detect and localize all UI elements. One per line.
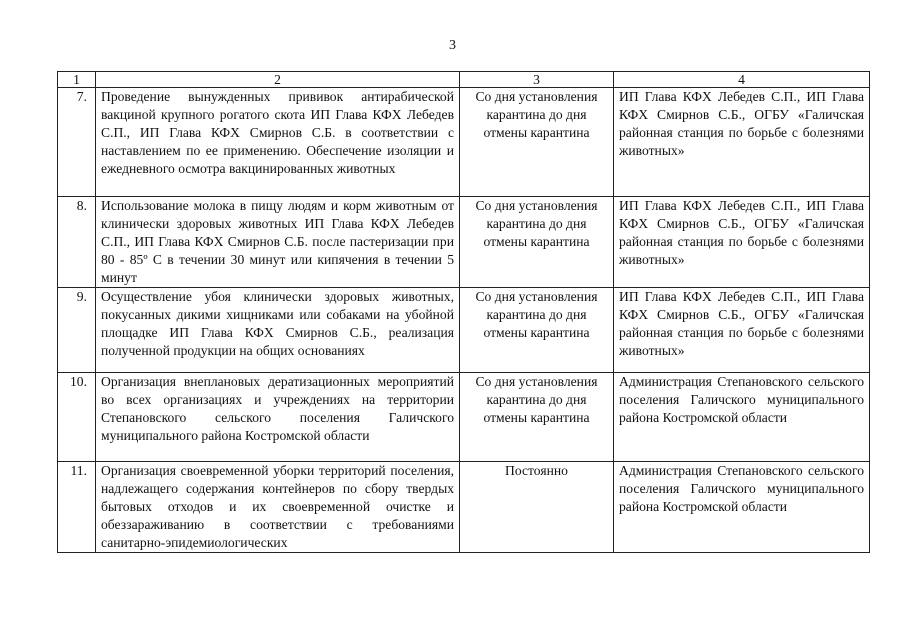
row-term: Со дня установления карантина до дня отмены карантина xyxy=(460,197,614,288)
table-row xyxy=(58,373,870,462)
row-responsible: ИП Глава КФХ Лебедев С.П., ИП Глава КФХ Смирнов С.Б., ОГБУ «Галичская районная станция по борьбе с болезнями животных» xyxy=(614,288,870,373)
header-col-4: 4 xyxy=(614,72,870,88)
row-action: Осуществление убоя клинически здоровых животных, покусанных дикими хищниками или собаками на убойной площадке ИП Глава КФХ Смирнов С.Б., реализация полученной продукции на общих основаниях xyxy=(96,288,460,373)
row-number: 8. xyxy=(58,197,96,288)
header-col-3: 3 xyxy=(460,72,614,88)
row-number: 7. xyxy=(58,88,96,197)
header-col-1: 1 xyxy=(58,72,96,88)
row-term: Постоянно xyxy=(460,462,614,553)
row-action: Использование молока в пищу людям и корм животным от клинически здоровых животных ИП Глава КФХ Лебедев С.П., ИП Глава КФХ Смирнов С.Б. после пастеризации при 80 - 85º С в течении 30 минут или кипячения в течении 5 минут xyxy=(96,197,460,288)
row-number: 9. xyxy=(58,288,96,373)
table-row xyxy=(58,88,870,197)
row-action: Организация внеплановых дератизационных мероприятий во всех организациях и учреждениях на территории Степановского сельского поселения Галичского муниципального района Костромской области xyxy=(96,373,460,462)
table-row xyxy=(58,288,870,373)
row-action: Организация своевременной уборки территорий поселения, надлежащего содержания контейнеров по сбору твердых бытовых отходов и их своевременной очистке и обеззараживанию в соответствии с требованиями санитарно-эпидемиологических xyxy=(96,462,460,553)
table-row xyxy=(58,197,870,288)
row-action: Проведение вынужденных прививок антирабической вакциной крупного рогатого скота ИП Глава КФХ Лебедев С.П., ИП Глава КФХ Смирнов С.Б. в соответствии с наставлением по ее применению. Обеспечение изоляции и ежедневного осмотра вакцинированных животных xyxy=(96,88,460,197)
row-number: 10. xyxy=(58,373,96,462)
header-col-2: 2 xyxy=(96,72,460,88)
row-responsible: ИП Глава КФХ Лебедев С.П., ИП Глава КФХ Смирнов С.Б., ОГБУ «Галичская районная станция по борьбе с болезнями животных» xyxy=(614,88,870,197)
measures-table xyxy=(57,71,870,553)
row-responsible: Администрация Степановского сельского поселения Галичского муниципального района Костромской области xyxy=(614,462,870,553)
row-term: Со дня установления карантина до дня отмены карантина xyxy=(460,88,614,197)
table-row xyxy=(58,462,870,553)
row-term: Со дня установления карантина до дня отмены карантина xyxy=(460,373,614,462)
table-header-row xyxy=(58,72,870,88)
row-number: 11. xyxy=(58,462,96,553)
row-responsible: Администрация Степановского сельского поселения Галичского муниципального района Костромской области xyxy=(614,373,870,462)
row-term: Со дня установления карантина до дня отмены карантина xyxy=(460,288,614,373)
row-responsible: ИП Глава КФХ Лебедев С.П., ИП Глава КФХ Смирнов С.Б., ОГБУ «Галичская районная станция по борьбе с болезнями животных» xyxy=(614,197,870,288)
page-number: 3 xyxy=(449,38,456,53)
